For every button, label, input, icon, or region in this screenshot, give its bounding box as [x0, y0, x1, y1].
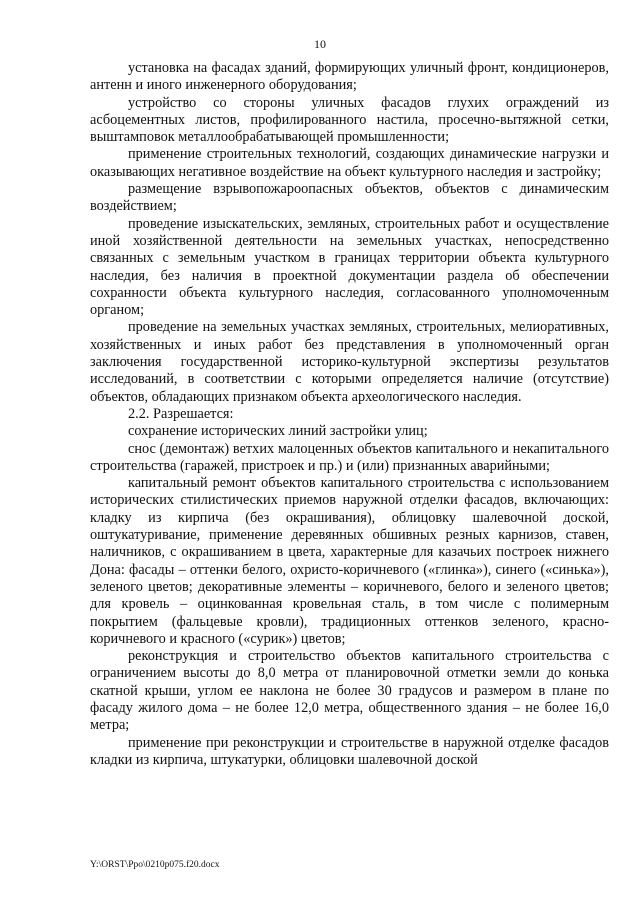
- paragraph: размещение взрывопожароопасных объектов, объектов с динамическим воздействием;: [90, 181, 609, 215]
- paragraph: реконструкция и строительство объектов капитального строительства с ограничением высоты до 8,0 метра от планировочной отметки земли до конька скатной крыши, углом ее наклона не более 30 градусов и размером в плане по фасаду жилого дома – не более 12,0 метра, общественного здания – не более 16,0 метра;: [90, 648, 609, 734]
- paragraph: проведение изыскательских, земляных, строительных работ и осуществление иной хозяйственной деятельности на земельных участках, непосредственно связанных с земельным участком в границах территории объекта культурного наследия, без наличия в проектной документации раздела об обеспечении сохранности объекта культурного наследия, согласованного уполномоченным органом;: [90, 215, 609, 319]
- page-number: 10: [314, 37, 326, 51]
- paragraph: установка на фасадах зданий, формирующих уличный фронт, кондиционеров, антенн и иного инженерного оборудования;: [90, 60, 609, 94]
- paragraph: устройство со стороны уличных фасадов глухих ограждений из асбоцементных листов, профилированного настила, просечно-вытяжной сетки, выштамповок металлообрабатывающей промышленности;: [90, 94, 609, 146]
- paragraph: капитальный ремонт объектов капитального строительства с использованием исторических стилистических приемов наружной отделки фасадов, включающих: кладку из кирпича (без окрашивания), облицовку шалевочной доской, оштукатуривание, применение деревянных обшивных резных карнизов, ставен, наличников, с окрашиванием в цвета, характерные для казачьих построек нижнего Дона: фасады – оттенки белого, охристо-коричневого («глинка»), синего («синька»), зеленого цветов; декоративные элементы – коричневого, белого и зеленого цветов; для кровель – оцинкованная кровельная сталь, в том числе с полимерным покрытием (фальцевые кровли), традиционных оттенков зеленого, красно-коричневого и красного («сурик») цветов;: [90, 475, 609, 647]
- footer-file-path: Y:\ORST\Ppo\0210p075.f20.docx: [90, 860, 220, 870]
- paragraph: снос (демонтаж) ветхих малоценных объектов капитального и некапитального строительства (гаражей, пристроек и пр.) и (или) признанных аварийными;: [90, 440, 609, 474]
- paragraph: сохранение исторических линий застройки улиц;: [128, 423, 428, 440]
- paragraph: применение строительных технологий, создающих динамические нагрузки и оказывающих негативное воздействие на объект культурного наследия и застройку;: [90, 146, 609, 180]
- paragraph: проведение на земельных участках земляных, строительных, мелиоративных, хозяйственных и иных работ без представления в уполномоченный орган заключения государственной историко-культурной экспертизы результатов исследований, в соответствии с которыми определяется наличие (отсутствие) объектов, обладающих признаком объекта археологического наследия.: [90, 319, 609, 405]
- document-body: [90, 60, 609, 769]
- section-heading: 2.2. Разрешается:: [128, 405, 234, 422]
- paragraph: применение при реконструкции и строительстве в наружной отделке фасадов кладки из кирпича, штукатурки, облицовки шалевочной доской: [90, 734, 609, 768]
